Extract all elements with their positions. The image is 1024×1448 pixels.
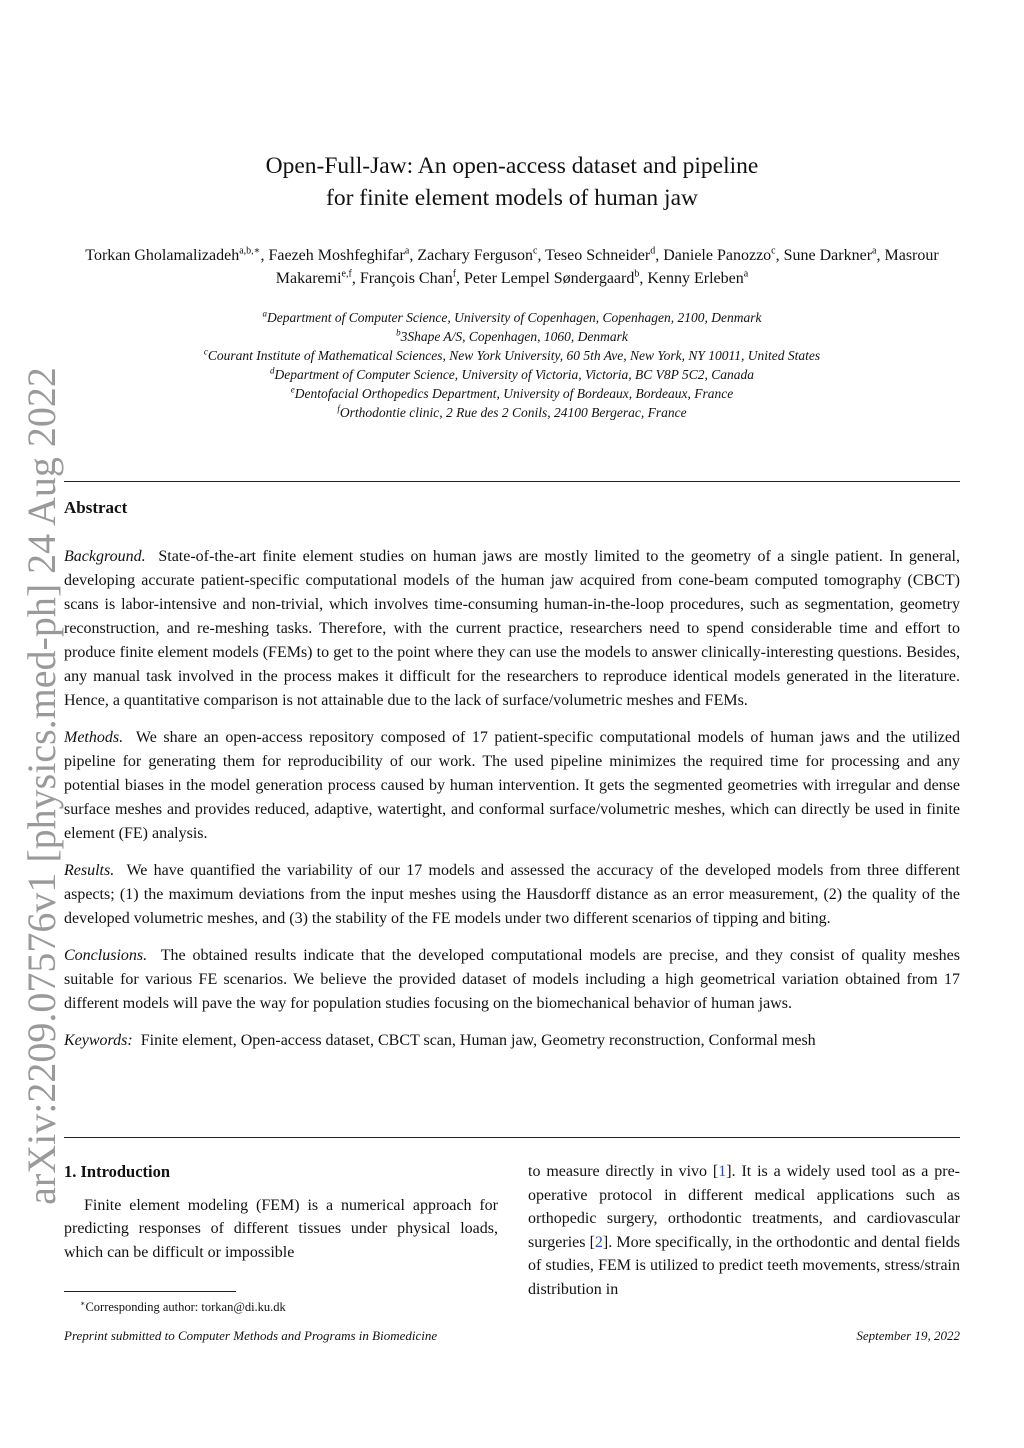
intro-paragraph-continued: to measure directly in vivo [1]. It is a widely used tool as a pre-operative protocol in different medical applications such as orthopedic surgery, orthodontic treatments, and cardiovascular surgeries [2]. More specifically, in the orthodontic and dental fields of studies, FEM is utilized to predict teeth movements, stress/strain distribution in: [528, 1163, 961, 1298]
author: Sune Darkner$^a$,: [783, 245, 885, 264]
abstract-conclusions: Conclusions. The obtained results indicate that the developed computational models are precise, and they consist of quality meshes suitable for various FE scenarios. We believe the provided dataset of models including a high geometrical variation obtained from 17 different models will pave the way for population studies focusing on the biomechanical behavior of human jaws.: [64, 947, 960, 1012]
author: François Chan$^f$,: [359, 268, 465, 287]
author: Zachary Ferguson$^c$,: [417, 245, 546, 264]
footer-journal: Preprint submitted to Computer Methods and Programs in Biomedicine: [64, 1328, 438, 1343]
intro-right-column: [528, 1160, 960, 1301]
paper-title: [0, 150, 1024, 214]
author-list: [70, 244, 954, 290]
author: Kenny Erleben$^a$: [647, 268, 749, 287]
abstract-body: [64, 545, 960, 1066]
author: Masrour Makaremi$^{e,f}$,: [275, 247, 939, 287]
abstract-top-rule: [64, 481, 960, 482]
section-heading-introduction: 1. Introduction: [64, 1162, 171, 1181]
footer-date: September 19, 2022: [856, 1328, 960, 1343]
affiliation: $^a$Department of Computer Science, University of Copenhagen, Copenhagen, 2100, Denmark: [262, 308, 762, 325]
abstract-heading: Abstract: [64, 498, 128, 517]
affiliation: $^f$Orthodontie clinic, 2 Rue des 2 Conils, 24100 Bergerac, France: [337, 403, 687, 420]
footnote: ∗Corresponding author: torkan@di.ku.dk: [80, 1299, 286, 1315]
author: Teseo Schneider$^d$,: [545, 245, 664, 264]
affiliation: $^e$Dentofacial Orthopedics Department, University of Bordeaux, Bordeaux, France: [290, 384, 734, 401]
affiliation-list: [0, 308, 1024, 422]
title-line-1: Open-Full-Jaw: An open-access dataset and pipeline: [265, 153, 759, 179]
footnote-rule: [64, 1291, 236, 1292]
intro-paragraph: Finite element modeling (FEM) is a numerical approach for predicting responses of different tissues under physical loads, which can be difficult or impossible: [64, 1196, 498, 1261]
author: Daniele Panozzo$^c$,: [663, 245, 784, 264]
citation-link[interactable]: 2: [594, 1233, 603, 1251]
abstract-background: Background. State-of-the-art finite element studies on human jaws are mostly limited to the geometry of a single patient. In general, developing accurate patient-specific computational models of the human jaw acquired from cone-beam computed tomography (CBCT) scans is labor-intensive and non-trivial, which involves time-consuming human-in-the-loop procedures, such as segmentation, geometry reconstruction, and re-meshing tasks. Therefore, with the current practice, researchers need to spend considerable time and effort to produce finite element models (FEMs) to get to the point where they can use the models to answer clinically-interesting questions. Besides, any manual task involved in the process makes it difficult for the researchers to reproduce identical models generated in the literature. Hence, a quantitative comparison is not attainable due to the lack of surface/volumetric meshes and FEMs.: [64, 548, 960, 709]
author: Faezeh Moshfeghifar$^a$,: [268, 245, 418, 264]
keywords: Keywords: Finite element, Open-access dataset, CBCT scan, Human jaw, Geometry reconstruction, Conformal mesh: [64, 1032, 816, 1049]
abstract-bottom-rule: [64, 1137, 960, 1138]
abstract-methods: Methods. We share an open-access repository composed of 17 patient-specific computational models of human jaws and the utilized pipeline for generating them for reproducibility of our work. The used pipeline minimizes the required time for processing and any potential biases in the model generation process caused by human intervention. It gets the segmented geometries with irregular and dense surface meshes and provides reduced, adaptive, watertight, and conformal surface/volumetric meshes, which can directly be used in finite element (FE) analysis.: [64, 729, 960, 842]
affiliation: $^c$Courant Institute of Mathematical Sciences, New York University, 60 5th Ave, New York, NY 10011, United States: [203, 346, 821, 363]
abstract-results: Results. We have quantified the variability of our 17 models and assessed the accuracy of the developed models from three different aspects; (1) the maximum deviations from the input meshes using the Hausdorff distance as an error measurement, (2) the quality of the developed volumetric meshes, and (3) the stability of the FE models under two different scenarios of tipping and biting.: [64, 862, 960, 927]
author: Torkan Gholamalizadeh$^{a,b,∗}$,: [85, 245, 269, 264]
intro-left-column: [64, 1160, 498, 1264]
author: Peter Lempel Søndergaard$^b$,: [464, 268, 648, 287]
title-line-2: for finite element models of human jaw: [326, 185, 698, 211]
affiliation: $^d$Department of Computer Science, University of Victoria, Victoria, BC V8P 5C2, Canada: [269, 365, 755, 382]
citation-link[interactable]: 1: [718, 1163, 727, 1180]
arxiv-stamp[interactable]: arXiv:2209.07576v1 [physics.med-ph] 24 Aug 2022: [19, 367, 64, 1205]
affiliation: $^b$3Shape A/S, Copenhagen, 1060, Denmark: [396, 327, 628, 344]
